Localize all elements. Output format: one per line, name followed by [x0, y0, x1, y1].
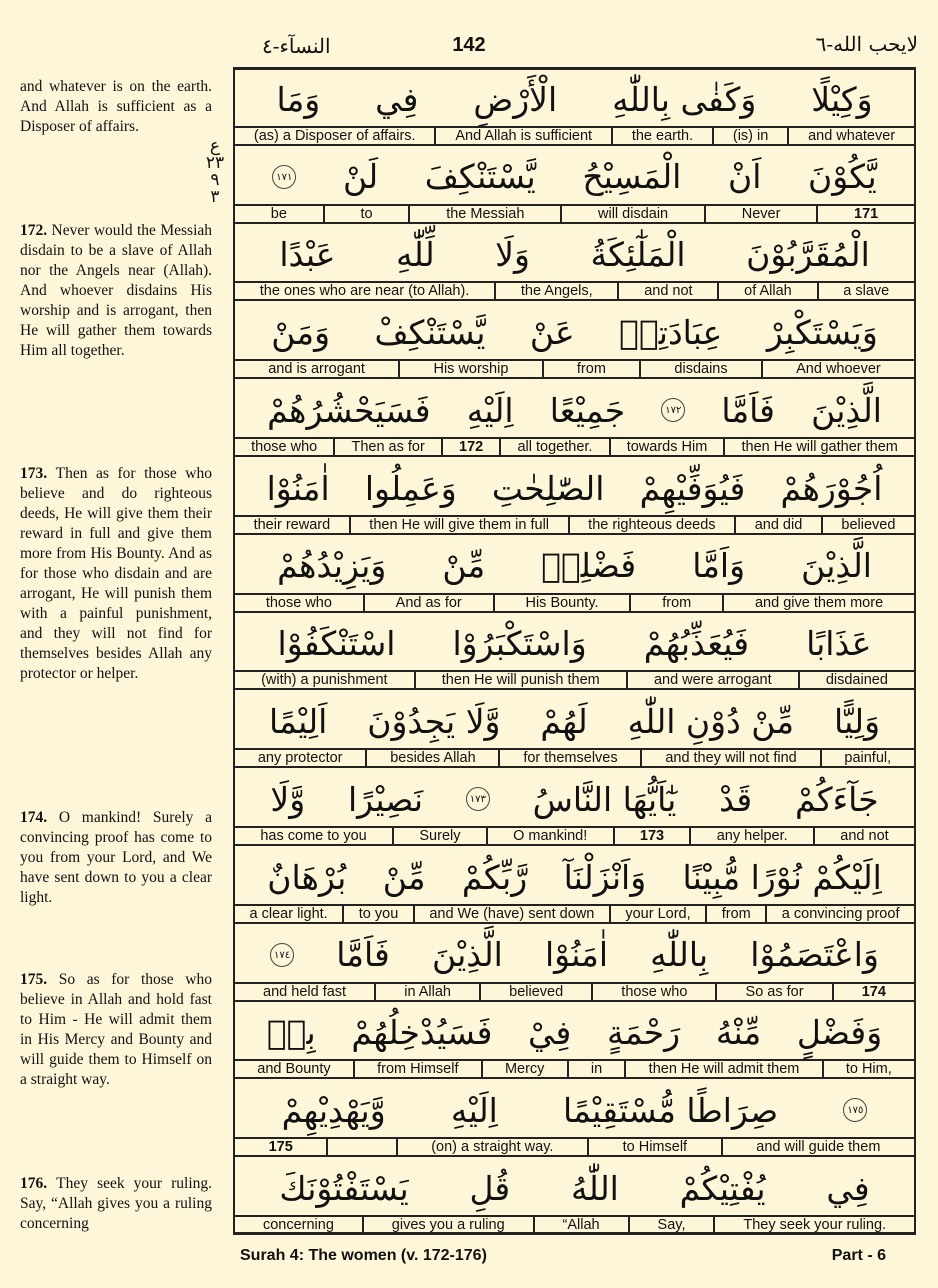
arabic-word: اُجُوْرَهُمْ [780, 468, 883, 508]
arabic-word: رَّبِّكُمْ [461, 857, 528, 897]
arabic-word: الْمَلٰٓئِكَةُ [590, 235, 686, 275]
arabic-word: اٰمَنُوْا [544, 935, 609, 975]
verse-row [235, 226, 914, 304]
translation-cell: painful, [820, 750, 914, 766]
commentary-column [0, 0, 225, 1288]
arabic-line [235, 70, 914, 128]
translation-line [235, 593, 914, 613]
note-172 [20, 221, 212, 361]
arabic-word: لَنْ [342, 157, 379, 197]
translation-line [235, 982, 914, 1002]
translation-cell: And whoever [761, 361, 914, 377]
translation-line [235, 1137, 914, 1157]
arabic-word: اٰمَنُوْا [266, 468, 330, 508]
verse-number-cell: 174 [832, 984, 914, 1000]
translation-cell: disdained [798, 672, 914, 688]
verse-row [235, 615, 914, 693]
arabic-word: بِاللّٰهِ [650, 935, 709, 975]
arabic-line [235, 459, 914, 517]
translation-cell: Say, [628, 1217, 714, 1233]
translation-line [235, 904, 914, 924]
arabic-line [235, 226, 914, 284]
translation-line [235, 359, 914, 379]
arabic-word: نَصِيْرًا [347, 779, 424, 819]
translation-cell: from Himself [353, 1061, 481, 1077]
arabic-word: فِيْ [528, 1013, 572, 1053]
translation-line [235, 748, 914, 768]
translation-cell: Mercy [481, 1061, 567, 1077]
translation-cell: in Allah [374, 984, 479, 1000]
arabic-word: الْمُقَرَّبُوْنَ [746, 235, 870, 275]
translation-cell: your Lord, [609, 906, 705, 922]
translation-cell: “Allah [533, 1217, 628, 1233]
translation-cell: and Bounty [257, 1061, 331, 1078]
note-text: Never would the Messiah disdain to be a slave of Allah nor the Angels near (Allah). And whoever disdains His worship and is arrogant, then He will gather them towards Him all together. [20, 222, 213, 359]
arabic-word: جَمِيْعًا [549, 390, 626, 430]
arabic-line [235, 303, 914, 361]
arabic-word: اِلَيْكُمْ نُوْرًا مُّبِيْنًا [682, 857, 882, 897]
footer-surah: Surah 4: The women (v. 172-176) [240, 1247, 487, 1264]
translation-cell: So as for [715, 984, 831, 1000]
arabic-word: يَسْتَفْتُوْنَكَ [279, 1168, 409, 1208]
translation-cell: Surely [392, 828, 486, 844]
arabic-word: اَنْ [727, 157, 762, 197]
arabic-word: مِّنْ [382, 857, 426, 897]
arabic-word: وَاسْتَكْبَرُوْا [452, 624, 587, 664]
translation-cell: (is) in [712, 128, 787, 144]
translation-cell: believed [821, 517, 914, 533]
translation-line [235, 437, 914, 457]
translation-cell: His Bounty. [493, 595, 630, 611]
arabic-line [235, 848, 914, 906]
translation-cell: and not [813, 828, 914, 844]
arabic-word: وَيَزِيْدُهُمْ [277, 546, 387, 586]
arabic-word: فَاَمَّا [721, 390, 775, 430]
arabic-word: الَّذِيْنَ [431, 935, 503, 975]
translation-cell: to [323, 206, 409, 222]
translation-line [235, 670, 914, 690]
verse-number: 174. [20, 809, 59, 826]
arabic-word: مِّنْهُ [715, 1013, 762, 1053]
translation-cell: concerning [262, 1216, 334, 1233]
arabic-word: وَكِيْلًا [811, 79, 873, 119]
note-174 [20, 808, 212, 908]
ruku-mark [203, 136, 227, 207]
translation-cell: And Allah is sufficient [434, 128, 611, 144]
translation-line [235, 204, 914, 224]
translation-cell: from [542, 361, 640, 377]
arabic-word: يَّسْتَنْكِفَ [424, 157, 536, 197]
arabic-word: وَعَمِلُوا [364, 468, 457, 508]
note-text: and whatever is on the earth. And Allah is sufficient as a Disposer of affairs. [20, 78, 212, 135]
translation-cell: and they will not find [640, 750, 819, 766]
translation-cell: from [705, 906, 765, 922]
translation-cell: has come to you [260, 827, 367, 844]
translation-cell: and did [734, 517, 821, 533]
arabic-word: فِي [375, 79, 419, 119]
translation-cell: the Angels, [494, 283, 617, 299]
arabic-word: وَمَا [276, 79, 321, 119]
translation-cell [326, 1139, 395, 1155]
verse-number-cell: 173 [613, 828, 690, 844]
translation-cell: and not [617, 283, 717, 299]
translation-cell: a convincing proof [765, 906, 914, 922]
arabic-word: اِلَيْهِ [466, 390, 514, 430]
arabic-line [235, 1081, 914, 1139]
arabic-word: فَضْلِهٖ [541, 546, 637, 586]
verse-end-marker: ١٧٢ [661, 398, 685, 422]
arabic-line [235, 381, 914, 439]
translation-line [235, 1059, 914, 1079]
translation-cell: disdains [639, 361, 761, 377]
translation-cell: Then as for [333, 439, 441, 455]
note-text: Then as for those who believe and do righteous deeds, He will give them their reward in full and give them more from His Bounty. And as for those who disdain and are arrogant, He will punish them with a painful punishment, and they will not find for themselves besides Allah any protector or helper. [20, 465, 213, 682]
arabic-word: بِهٖ [266, 1013, 316, 1053]
verse-row [235, 692, 914, 770]
verse-row [235, 381, 914, 459]
translation-cell: (as) a Disposer of affairs. [253, 127, 416, 144]
arabic-word: رَحْمَةٍ [607, 1013, 681, 1053]
ruku-glyph: ع [209, 136, 221, 156]
verse-end-marker: ١٧٤ [270, 943, 294, 967]
translation-cell: then He will admit them [624, 1061, 821, 1077]
verse-row [235, 848, 914, 926]
translation-cell: believed [479, 984, 591, 1000]
translation-cell: and whatever [787, 128, 914, 144]
arabic-word: صِرَاطًا مُّسْتَقِيْمًا [563, 1090, 779, 1130]
ruku-glyph: ٢٣ [205, 153, 225, 173]
arabic-word: فَيُعَذِّبُهُمْ [643, 624, 750, 664]
verse-row [235, 1081, 914, 1159]
arabic-line [235, 537, 914, 595]
translation-cell: then He will gather them [723, 439, 914, 455]
verse-number: 175. [20, 971, 59, 988]
verse-number-cell: 171 [816, 206, 914, 222]
translation-cell: O mankind! [486, 828, 613, 844]
arabic-word: الَّذِيْنَ [801, 546, 872, 586]
verse-number-cell: 175 [268, 1139, 293, 1156]
verse-row [235, 537, 914, 615]
footer-part: Part - 6 [831, 1247, 886, 1264]
note-intro [20, 77, 212, 137]
translation-cell: to Him, [822, 1061, 914, 1077]
verse-row [235, 1159, 914, 1237]
translation-line [235, 281, 914, 301]
arabic-word: عَبْدًا [279, 235, 336, 275]
arabic-word: عَذَابًا [806, 624, 872, 664]
translation-cell: in [567, 1061, 625, 1077]
translation-cell: And as for [363, 595, 493, 611]
arabic-line [235, 1159, 914, 1217]
translation-cell: all together. [499, 439, 608, 455]
translation-line [235, 515, 914, 535]
verse-end-marker: ١٧١ [272, 165, 296, 189]
translation-cell: and give them more [722, 595, 914, 611]
translation-cell: for themselves [498, 750, 640, 766]
arabic-line [235, 1004, 914, 1062]
translation-cell: the righteous deeds [568, 517, 735, 533]
translation-cell: from [629, 595, 722, 611]
translation-cell: They seek your ruling. [713, 1217, 914, 1233]
translation-cell: those who [591, 984, 715, 1000]
arabic-word: لَهُمْ [540, 701, 588, 741]
arabic-word: وَلَا [495, 235, 530, 275]
translation-cell: (with) a punishment [261, 672, 388, 689]
translation-cell: those who [251, 438, 318, 455]
arabic-word: يٰٓاَيُّهَا النَّاسُ [532, 779, 677, 819]
arabic-word: الْأَرْضِ [473, 79, 558, 119]
translation-cell: the earth. [611, 128, 712, 144]
translation-cell: Never [704, 206, 816, 222]
translation-cell: any helper. [689, 828, 813, 844]
verse-row [235, 1004, 914, 1082]
arabic-word: يَّكُوْنَ [807, 157, 877, 197]
ruku-glyph: ٣ [210, 187, 220, 207]
arabic-line [235, 692, 914, 750]
translation-cell: towards Him [609, 439, 724, 455]
arabic-word: مِّنْ دُوْنِ اللّٰهِ [627, 701, 795, 741]
arabic-word: يُفْتِيْكُمْ [679, 1168, 766, 1208]
arabic-line [235, 770, 914, 828]
arabic-word: وَفَضْلٍ [796, 1013, 883, 1053]
translation-cell: then He will give them in full [349, 517, 568, 533]
translation-cell: the ones who are near (to Allah). [259, 283, 470, 300]
arabic-word: لِّلّٰهِ [395, 235, 435, 275]
arabic-word: مِّنْ [442, 546, 486, 586]
translation-cell: to Himself [587, 1139, 721, 1155]
verse-row [235, 148, 914, 226]
verse-end-marker: ١٧٥ [843, 1098, 867, 1122]
arabic-word: يَّسْتَنْكِفْ [374, 312, 486, 352]
translation-line [235, 826, 914, 846]
note-175 [20, 970, 212, 1090]
ruku-glyph: ٩ [210, 170, 220, 190]
translation-cell: their reward [253, 516, 331, 533]
arabic-word: وَلِيًّا [834, 701, 881, 741]
translation-cell: a slave [817, 283, 915, 299]
verse-end-marker: ١٧٣ [466, 787, 490, 811]
arabic-word: الْمَسِيْحُ [582, 157, 682, 197]
arabic-word: قُلِ [469, 1168, 511, 1208]
translation-grid [233, 67, 916, 1235]
arabic-word: وَاعْتَصَمُوْا [750, 935, 879, 975]
translation-line [235, 126, 914, 146]
arabic-word: وَاَمَّا [692, 546, 746, 586]
arabic-word: عَنْ [529, 312, 575, 352]
translation-cell: any protector [257, 750, 343, 767]
arabic-word: قَدْ [719, 779, 753, 819]
arabic-word: اللّٰهُ [570, 1168, 619, 1208]
translation-cell: of Allah [717, 283, 816, 299]
page-number: 142 [452, 34, 486, 56]
arabic-word: وَّلَا يَجِدُوْنَ [367, 701, 501, 741]
translation-cell: a clear light. [249, 905, 328, 922]
translation-cell: (on) a straight way. [396, 1139, 587, 1155]
translation-cell: His worship [398, 361, 541, 377]
arabic-word: فَيُوَفِّيْهِمْ [639, 468, 746, 508]
arabic-word: اسْتَنْكَفُوْا [277, 624, 396, 664]
arabic-line [235, 148, 914, 206]
arabic-word: فِي [826, 1168, 870, 1208]
translation-cell: and is arrogant [268, 361, 365, 378]
verse-row [235, 303, 914, 381]
arabic-line [235, 926, 914, 984]
arabic-word: فَاَمَّا [336, 935, 390, 975]
verse-number: 176. [20, 1175, 57, 1192]
arabic-word: فَسَيَحْشُرُهُمْ [267, 390, 431, 430]
arabic-word: وَكَفٰى بِاللّٰهِ [612, 79, 757, 119]
arabic-word: فَسَيُدْخِلُهُمْ [351, 1013, 493, 1053]
translation-cell: and were arrogant [626, 672, 798, 688]
translation-cell: be [270, 205, 287, 222]
note-text: They seek your ruling. Say, “Allah gives you a ruling concerning [20, 1175, 213, 1232]
translation-cell: and held fast [263, 983, 347, 1000]
arabic-word: الصّٰلِحٰتِ [491, 468, 605, 508]
translation-line [235, 1215, 914, 1235]
translation-cell: gives you a ruling [362, 1217, 533, 1233]
arabic-word: جَآءَكُمْ [794, 779, 879, 819]
arabic-word: عِبَادَتِهٖ [619, 312, 723, 352]
arabic-word: وَمَنْ [271, 312, 331, 352]
translation-cell: to you [342, 906, 413, 922]
juz-name-header: لايحب الله-٦ [815, 32, 918, 56]
translation-cell: and will guide them [721, 1139, 914, 1155]
arabic-word: وَّيَهْدِيْهِمْ [281, 1090, 386, 1130]
arabic-line [235, 615, 914, 673]
translation-cell: those who [265, 594, 332, 611]
verse-row [235, 459, 914, 537]
arabic-word: بُرْهَانٌ [267, 857, 347, 897]
arabic-word: اَلِيْمًا [268, 701, 328, 741]
note-176 [20, 1174, 212, 1234]
note-text: O mankind! Surely a convincing proof has come to you from your Lord, and We have sent down to you a clear light. [20, 809, 212, 906]
note-text: So as for those who believe in Allah and hold fast to Him - He will admit them in His Mercy and Bounty and will guide them to Himself on a straight way. [20, 971, 212, 1088]
verse-row [235, 926, 914, 1004]
translation-cell: besides Allah [365, 750, 498, 766]
verse-number: 173. [20, 465, 56, 482]
arabic-word: وَيَسْتَكْبِرْ [766, 312, 878, 352]
verse-number: 172. [20, 222, 52, 239]
arabic-word: وَّلَا [270, 779, 306, 819]
translation-cell: then He will punish them [414, 672, 626, 688]
verse-row [235, 70, 914, 148]
verse-row [235, 770, 914, 848]
verse-number-cell: 172 [441, 439, 499, 455]
note-173 [20, 464, 212, 684]
arabic-word: وَاَنْزَلْنَآ [563, 857, 647, 897]
translation-cell: and We (have) sent down [413, 906, 609, 922]
surah-name-header: النسآء-٤ [262, 34, 331, 58]
arabic-word: اِلَيْهِ [450, 1090, 498, 1130]
arabic-word: الَّذِيْنَ [811, 390, 882, 430]
translation-cell: will disdain [560, 206, 704, 222]
translation-cell: the Messiah [408, 206, 560, 222]
